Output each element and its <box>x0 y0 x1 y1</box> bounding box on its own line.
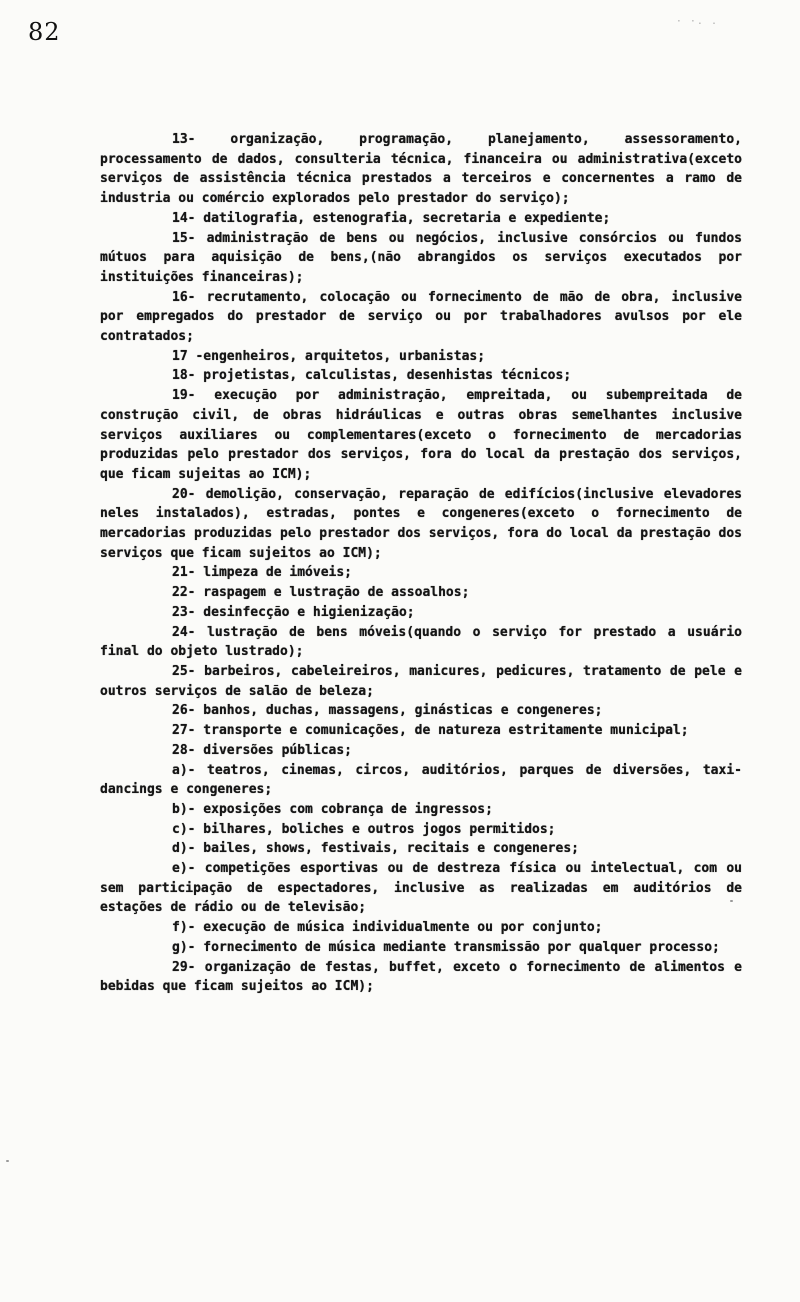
list-item: c)- bilhares, boliches e outros jogos permitidos; <box>172 821 556 837</box>
list-item: 14- datilografia, estenografia, secretaria e expediente; <box>172 210 611 226</box>
list-item: d)- bailes, shows, festivais, recitais e congeneres; <box>172 841 579 857</box>
list-item: g)- fornecimento de música mediante transmissão por qualquer processo; <box>172 939 720 955</box>
list-item: 25- barbeiros, cabeleireiros, manicures, pedicures, tratamento de pele e outros serviços de salão de beleza; <box>100 663 742 699</box>
list-item: 28- diversões públicas; <box>172 742 353 758</box>
list-item: 26- banhos, duchas, massagens, ginásticas e congeneres; <box>172 703 603 719</box>
list-item: f)- execução de música individualmente ou por conjunto; <box>172 920 603 936</box>
list-item: b)- exposições com cobrança de ingressos; <box>172 801 493 817</box>
list-item: 21- limpeza de imóveis; <box>172 565 353 581</box>
list-item: 16- recrutamento, colocação ou fornecimento de mão de obra, inclusive por empregados do prestador de serviço ou por trabalhadores avulsos por ele contratados; <box>100 289 742 345</box>
list-item: 18- projetistas, calculistas, desenhistas técnicos; <box>172 368 572 384</box>
list-item: 27- transporte e comunicações, de natureza estritamente municipal; <box>172 723 689 739</box>
scan-speck <box>730 900 733 902</box>
list-item: 19- execução por administração, empreitada, ou subempreitada de construção civil, de obras hidráulicas e outras obras semelhantes inclusive serviços auxiliares ou complementares(exceto o fornecimento de mercadorias produzidas pelo prestador dos serviços, fora do local da prestação dos serviços, que ficam sujeitas ao ICM); <box>100 388 742 482</box>
scan-speck <box>6 1160 9 1162</box>
list-item: 15- administração de bens ou negócios, inclusive consórcios ou fundos mútuos para aquisição de bens,(não abrangidos os serviços executados por instituições financeiras); <box>100 230 742 285</box>
list-item: 17 -engenheiros, arquitetos, urbanistas; <box>172 348 486 364</box>
list-item: 20- demolição, conservação, reparação de edifícios(inclusive elevadores neles instalados), estradas, pontes e congeneres(exceto o fornecimento de mercadorias produzidas pelo prestador dos serviços, fora do local da prestação dos serviços que ficam sujeitos ao ICM); <box>100 486 742 561</box>
list-item: 23- desinfecção e higienização; <box>172 604 415 620</box>
document-body <box>100 130 742 997</box>
list-item: 22- raspagem e lustração de assoalhos; <box>172 585 470 601</box>
corner-mark: · ·. . <box>675 16 718 27</box>
list-item: 29- organização de festas, buffet, exceto o fornecimento de alimentos e bebidas que ficam sujeitos ao ICM); <box>100 959 742 995</box>
list-item: a)- teatros, cinemas, circos, auditórios, parques de diversões, taxi-dancings e congeneres; <box>100 762 742 798</box>
list-item: 24- lustração de bens móveis(quando o serviço for prestado a usuário final do objeto lustrado); <box>100 624 742 660</box>
page-number: 82 <box>28 18 61 46</box>
list-item: e)- competições esportivas ou de destreza física ou intelectual, com ou sem participação de espectadores, inclusive as realizadas em auditórios de estações de rádio ou de televisão; <box>100 861 742 916</box>
list-item: 13- organização, programação, planejamento, assessoramento, processamento de dados, consulteria técnica, financeira ou administrativa(exceto serviços de assistência técnica prestados a terceiros e concernentes a ramo de industria ou comércio explorados pelo prestador do serviço); <box>100 132 742 207</box>
